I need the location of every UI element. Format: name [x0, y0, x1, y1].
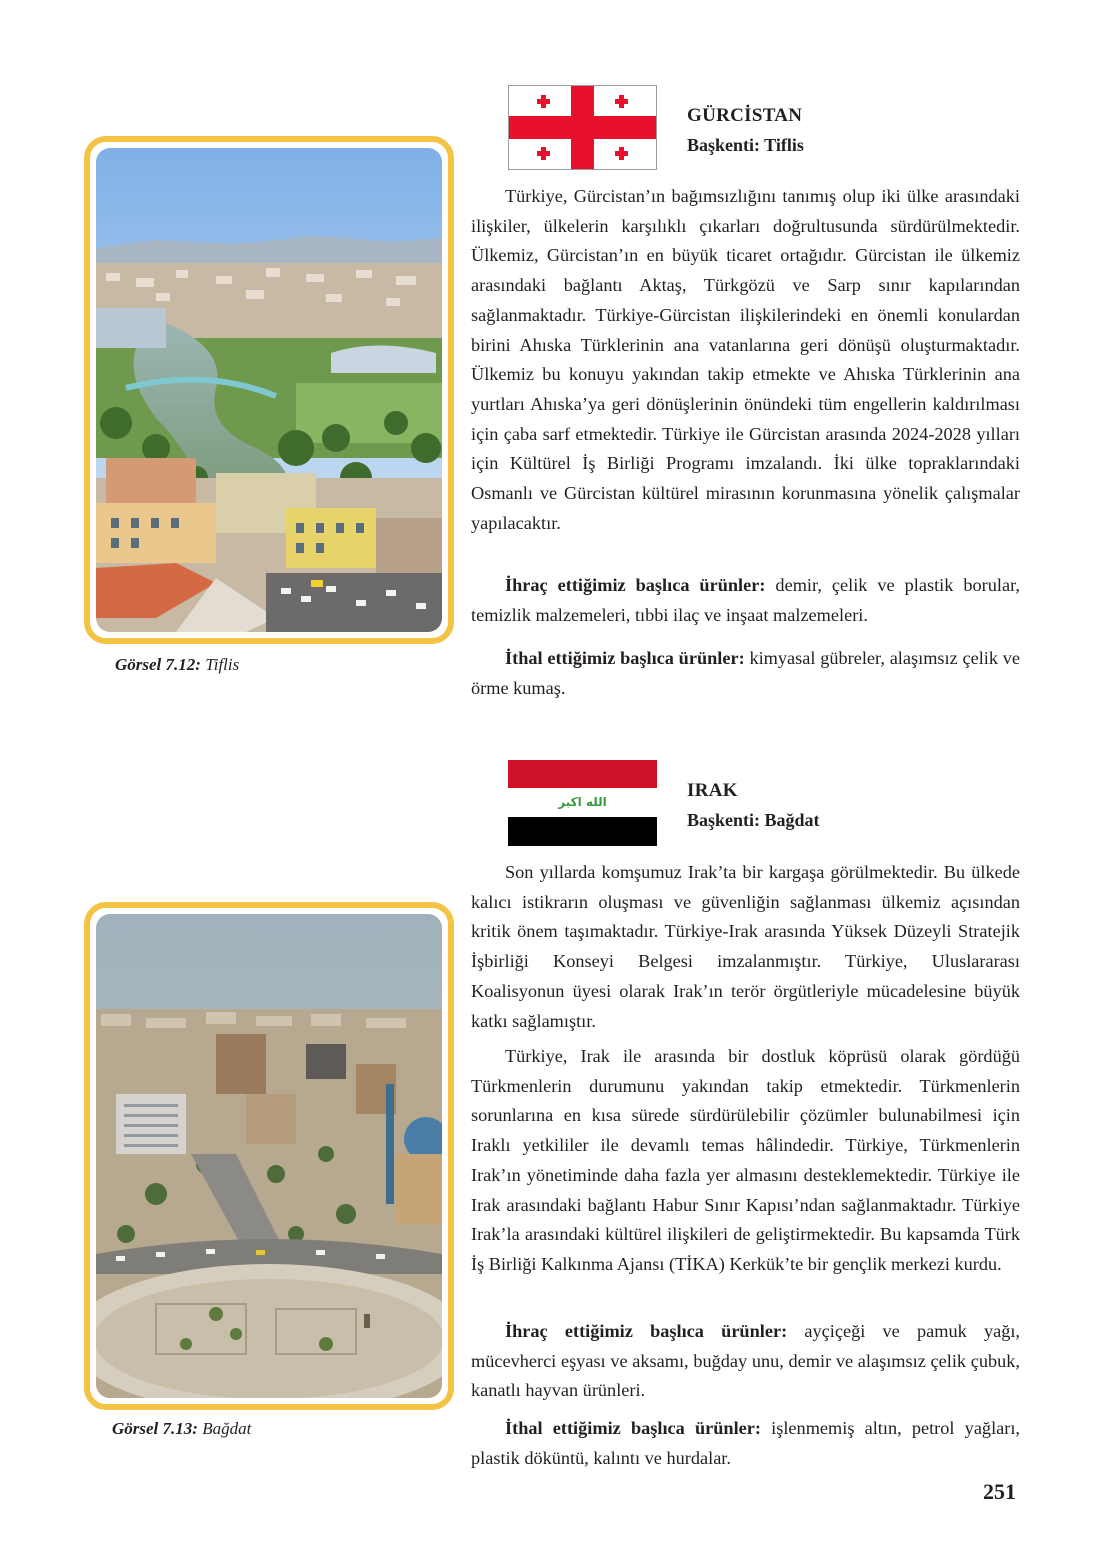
- iraq-flag-white-band: [508, 788, 657, 817]
- caption-place: Bağdat: [202, 1419, 252, 1438]
- caption-label: Görsel 7.13:: [112, 1419, 198, 1438]
- country-name: GÜRCİSTAN: [687, 105, 803, 126]
- tbilisi-cityscape-image: [96, 148, 442, 632]
- georgia-imports: [471, 644, 1020, 703]
- import-text: kimyasal gübreler, alaşımsız çelik ve örme kumaş.: [471, 648, 1021, 698]
- tbilisi-caption: [115, 655, 239, 675]
- export-text: ayçiçeği ve pamuk yağı, mücevherci eşyası ve aksamı, buğday unu, demir ve alaşımsız çelik çubuk, kanatlı hayvan ürünleri.: [471, 1321, 1021, 1401]
- iraq-paragraph-1: Son yıllarda komşumuz Irak’ta bir kargaşa görülmektedir. Bu ülkede kalıcı istikrarın oluşması ve güvenliğin sağlanması ülkemiz açısından kritik önem taşımaktadır. Türkiye-Irak arasında Yüksek Düzeyli Stratejik İşbirliği Konseyi Belgesi imzalanmıştır. Türkiye, Uluslararası Koalisyonun üyesi olarak Irak’ın terör örgütleriyle mücadelesine büyük katkı sağlamıştır.: [471, 862, 1020, 1031]
- import-label: İthal ettiğimiz başlıca ürünler:: [505, 1418, 761, 1438]
- baghdad-photo-frame: [84, 902, 454, 1410]
- page-number: 251: [983, 1479, 1016, 1504]
- iraq-imports: [471, 1414, 1020, 1473]
- iraq-heading: [687, 780, 820, 831]
- export-label: İhraç ettiğimiz başlıca ürünler:: [505, 1321, 788, 1341]
- import-text: işlenmemiş altın, petrol yağları, plastik döküntü, kalıntı ve hurdalar.: [471, 1418, 1020, 1468]
- caption-label: Görsel 7.12:: [115, 655, 201, 674]
- iraq-exports: [471, 1317, 1020, 1406]
- iraq-flag: [508, 760, 657, 846]
- iraq-paragraph-2: Türkiye, Irak ile arasında bir dostluk köprüsü olarak gördüğü Türkmenlerin durumunu yakından takip etmektedir. Türkmenlerin sorunlarına en kısa sürede sürdürülebilir çözümler bulunabilmesi için Iraklı yetkililer ile devamlı temas hâlindedir. Türkiye, Türkmenlerin Irak’ın yönetiminde daha fazla yer almasını desteklemektedir. Türkiye ile Irak arasındaki bağlantı Habur Sınır Kapısı’ndan sağlanmaktadır. Türkiye Irak’la arasındaki kültürel ilişkileri de geliştirmektedir. Bu kapsamda Türk İş Birliği Kalkınma Ajansı (TİKA) Kerkük’te bir gençlik merkezi kurdu.: [471, 1046, 1020, 1274]
- georgia-flag-graphic: [509, 86, 656, 169]
- iraq-flag-black-band: [508, 817, 657, 846]
- export-label: İhraç ettiğimiz başlıca ürünler:: [505, 575, 766, 595]
- country-name: IRAK: [687, 780, 738, 801]
- tbilisi-photo: [96, 148, 442, 632]
- capital-label: Başkenti: Bağdat: [687, 810, 820, 830]
- iraq-flag-red-band: [508, 760, 657, 788]
- import-label: İthal ettiğimiz başlıca ürünler:: [505, 648, 745, 668]
- tbilisi-photo-frame: [84, 136, 454, 644]
- export-text: demir, çelik ve plastik borular, temizlik malzemeleri, tıbbi ilaç ve inşaat malzemeleri.: [471, 575, 1020, 625]
- georgia-exports: [471, 571, 1020, 630]
- georgia-flag: [508, 85, 657, 170]
- capital-label: Başkenti: Tiflis: [687, 135, 804, 155]
- baghdad-cityscape-image: [96, 914, 442, 1398]
- georgia-paragraph: Türkiye, Gürcistan’ın bağımsızlığını tanımış olup iki ülke arasındaki ilişkiler, ülkelerin karşılıklı çıkarları doğrultusunda sürdürülmektedir. Ülkemiz, Gürcistan’ın en büyük ticaret ortağıdır. Gürcistan ile ülkemiz arasındaki bağlantı Aktaş, Türkgözü ve Sarp sınır kapılarından sağlanmaktadır. Türkiye-Gürcistan ilişkilerindeki en önemli konulardan birini Ahıska Türklerinin ana vatanlarına geri dönüşü oluşturmaktadır. Ülkemiz bu konuyu yakından takip etmekte ve Ahıska Türklerinin ana yurtları Ahıska’ya geri dönüşlerinin önündeki tüm engellerin kaldırılması için çaba sarf etmektedir. Türkiye ile Gürcistan arasında 2024-2028 yılları için Kültürel İş Birliği Programı imzalandı. İki ülke topraklarındaki Osmanlı ve Gürcistan kültürel mirasının korunmasına yönelik çalışmalar yapılacaktır.: [471, 186, 1020, 533]
- baghdad-caption: [112, 1419, 251, 1439]
- caption-place: Tiflis: [205, 655, 240, 674]
- iraq-flag-script: الله اكبر: [558, 795, 607, 809]
- georgia-heading: [687, 105, 804, 156]
- baghdad-photo: [96, 914, 442, 1398]
